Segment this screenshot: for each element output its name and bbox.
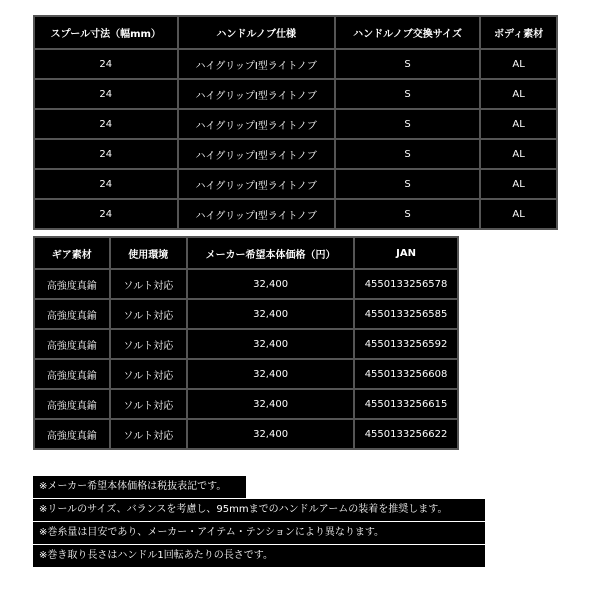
body-material-cell: AL [480,169,557,199]
price-cell: 32,400 [187,389,354,419]
spec-table [33,15,558,230]
handle-knob-size-cell: S [335,199,480,229]
spool-width-cell: 24 [34,199,178,229]
handle-knob-size-cell: S [335,49,480,79]
jan-cell: 4550133256608 [354,359,458,389]
body-material-cell: AL [480,49,557,79]
handle-knob-spec-cell: ハイグリップI型ライトノブ [178,139,335,169]
price-cell: 32,400 [187,419,354,449]
jan-cell: 4550133256578 [354,269,458,299]
table-row [34,269,458,299]
handle-knob-spec-cell: ハイグリップI型ライトノブ [178,49,335,79]
price-table [33,236,459,450]
handle-knob-size-cell: S [335,109,480,139]
gear-material-header: ギア素材 [34,237,110,269]
body-material-cell: AL [480,109,557,139]
jan-header: JAN [354,237,458,269]
usage-environment-cell: ソルト対応 [110,359,188,389]
table-row [34,79,557,109]
handle-arm-note: ※リールのサイズ、バランスを考慮し、95mmまでのハンドルアームの装着を推奨します。 [33,499,485,521]
gear-material-cell: 高強度真鍮 [34,389,110,419]
jan-cell: 4550133256615 [354,389,458,419]
price-cell: 32,400 [187,329,354,359]
usage-environment-cell: ソルト対応 [110,269,188,299]
usage-environment-cell: ソルト対応 [110,389,188,419]
gear-material-cell: 高強度真鍮 [34,299,110,329]
table-row [34,389,458,419]
usage-environment-cell: ソルト対応 [110,419,188,449]
price-cell: 32,400 [187,269,354,299]
spec-table-header-row [34,16,557,49]
table-row [34,109,557,139]
jan-cell: 4550133256585 [354,299,458,329]
gear-material-cell: 高強度真鍮 [34,419,110,449]
jan-cell: 4550133256592 [354,329,458,359]
line-capacity-note: ※巻糸量は目安であり、メーカー・アイテム・テンションにより異なります。 [33,522,485,544]
body-material-cell: AL [480,139,557,169]
handle-knob-spec-cell: ハイグリップI型ライトノブ [178,199,335,229]
table-row [34,419,458,449]
price-cell: 32,400 [187,299,354,329]
handle-knob-size-header: ハンドルノブ交換サイズ [335,16,480,49]
table-row [34,299,458,329]
handle-knob-spec-header: ハンドルノブ仕様 [178,16,335,49]
spool-width-cell: 24 [34,49,178,79]
usage-environment-cell: ソルト対応 [110,299,188,329]
spool-width-cell: 24 [34,79,178,109]
handle-knob-size-cell: S [335,79,480,109]
table-row [34,359,458,389]
price-table-header-row [34,237,458,269]
gear-material-cell: 高強度真鍮 [34,359,110,389]
handle-knob-size-cell: S [335,139,480,169]
handle-knob-spec-cell: ハイグリップI型ライトノブ [178,109,335,139]
table-row [34,139,557,169]
price-cell: 32,400 [187,359,354,389]
spool-width-cell: 24 [34,169,178,199]
gear-material-cell: 高強度真鍮 [34,269,110,299]
tax-note: ※メーカー希望本体価格は税抜表記です。 [33,476,246,498]
spool-width-cell: 24 [34,139,178,169]
body-material-header: ボディ素材 [480,16,557,49]
handle-knob-spec-cell: ハイグリップI型ライトノブ [178,79,335,109]
table-row [34,199,557,229]
spool-width-header: スプール寸法（幅mm） [34,16,178,49]
spool-width-cell: 24 [34,109,178,139]
retrieve-length-note: ※巻き取り長さはハンドル1回転あたりの長さです。 [33,545,485,567]
table-row [34,169,557,199]
usage-environment-cell: ソルト対応 [110,329,188,359]
usage-environment-header: 使用環境 [110,237,188,269]
body-material-cell: AL [480,79,557,109]
handle-knob-size-cell: S [335,169,480,199]
gear-material-cell: 高強度真鍮 [34,329,110,359]
price-header: メーカー希望本体価格（円） [187,237,354,269]
table-row [34,329,458,359]
jan-cell: 4550133256622 [354,419,458,449]
table-row [34,49,557,79]
body-material-cell: AL [480,199,557,229]
handle-knob-spec-cell: ハイグリップI型ライトノブ [178,169,335,199]
